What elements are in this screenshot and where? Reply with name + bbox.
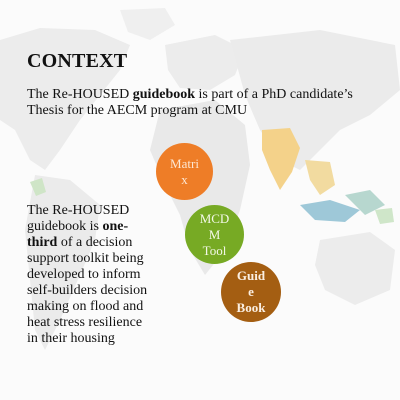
matrix-label-line1: Matri <box>170 155 199 171</box>
body-text-1: The Re-HOUSED guidebook is <box>27 203 130 234</box>
body-bold-one-third: one-third <box>27 219 129 250</box>
mcdm-label-line1: MCD <box>199 210 230 226</box>
map-southeast-asia <box>305 160 335 195</box>
mcdm-label-line2: M <box>208 226 221 242</box>
guide-book-circle <box>221 262 281 322</box>
page-title: CONTEXT <box>27 50 128 72</box>
matrix-circle <box>156 143 213 200</box>
guide-label-line3: Book <box>236 300 266 315</box>
mcdm-tool-circle <box>185 205 244 264</box>
intro-paragraph <box>27 87 377 119</box>
guide-label-line2: e <box>248 284 254 299</box>
body-text-2: of a decision support toolkit being developed to inform self-builders decision making on flood and heat stress resilience in their housing <box>27 235 148 346</box>
matrix-label-line2: x <box>181 171 188 187</box>
guide-label-line1: Guid <box>236 268 266 283</box>
map-greenland <box>120 8 175 40</box>
mcdm-label-line3: Tool <box>202 242 227 258</box>
intro-bold-guidebook: guidebook <box>132 87 196 102</box>
intro-text-2: is part of a PhD candidate’s Thesis for the AECM program at CMU <box>27 87 353 118</box>
body-paragraph <box>27 203 152 347</box>
intro-text-1: The Re-HOUSED <box>27 87 133 102</box>
map-indonesia <box>300 200 360 222</box>
map-australia <box>315 232 395 305</box>
map-india <box>262 128 300 190</box>
